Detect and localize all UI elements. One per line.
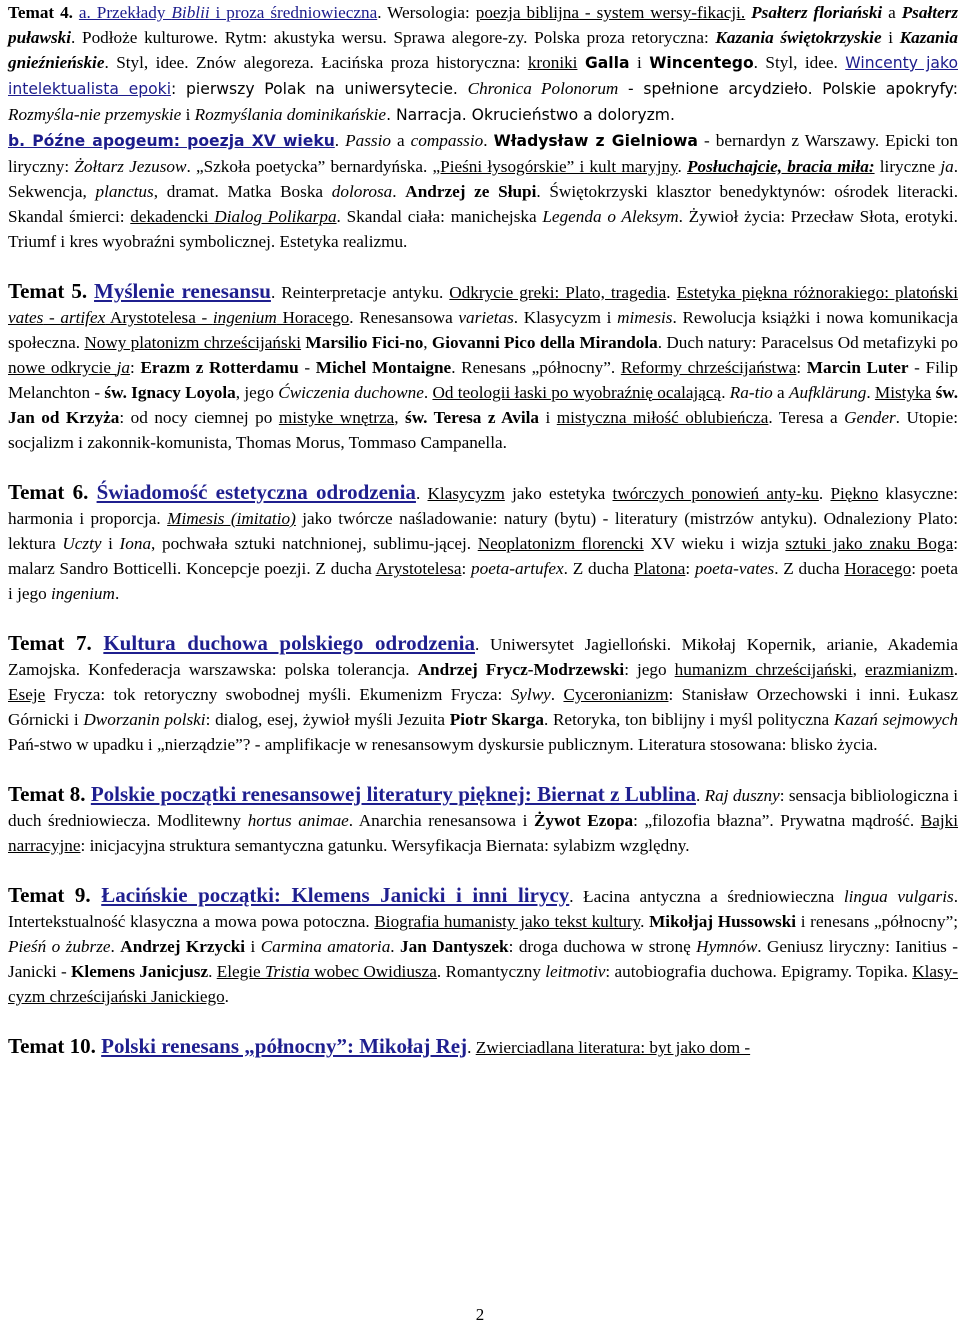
link-klasycyzm[interactable]: Klasycyzm: [427, 484, 505, 503]
link-reformy[interactable]: Reformy chrześcijaństwa: [620, 358, 797, 377]
link-od-teologii-laski[interactable]: Od teologii łaski po wyobraźnię ocalającą: [432, 383, 722, 402]
document-page: [8, 0, 958, 1060]
link-bajki-narracyjne[interactable]: Bajki narracyjne: [8, 811, 958, 855]
topic-7-paragraph: Temat 7. Kultura duchowa polskiego odrodzenia. Uniwersytet Jagielloński. Mikołaj Kopernik, arianie, Akademia Zamojska. Konfederacja warszawska: polska tolerancja. Andrzej Frycz-Modrzewski: jego humanizm chrześcijański, erazmianizm. Eseje Frycza: tok retoryczny swobodnej myśli. Ekumenizm Frycza: Sylwy. Cyceronianizm: Stanisław Orzechowski i inni. Łukasz Górnicki i Dworzanin polski: dialog, esej, żywioł myśli Jezuita Piotr Skarga. Retoryka, ton biblijny i myśl polityczna Kazań sejmowych Pań-stwo w upadku i „nierządzie”? - amplifikacje w renesansowym dyskursie publicznym. Literatura stosowana: blisko życia.: [8, 631, 959, 754]
topic-10-title-link[interactable]: Polski renesans „północny”: Mikołaj Rej: [101, 1034, 468, 1058]
topic-6-paragraph: Temat 6. Świadomość estetyczna odrodzenia. Klasycyzm jako estetyka twórczych ponowień anty-ku. Piękno klasyczne: harmonia i proporcja. Mimesis (imitatio) jako twórcze naśladowanie: natury (bytu) - literatury (mistrzów antyku). Odnaleziony Plato: lektura Uczty i Iona, pochwała sztuki natchnionej, sublimu-jącej. Neoplatonizm florencki XV wieku i wizja sztuki jako znaku Boga: malarz Sandro Botticelli. Koncepcje poezji. Z ducha Arystotelesa: poeta-artufex. Z ducha Platona: poeta-vates. Z ducha Horacego: poeta i jego ingenium.: [8, 480, 959, 603]
topic-7-title-link[interactable]: Kultura duchowa polskiego odrodzenia: [103, 631, 475, 655]
link-sztuki-jako-znaku[interactable]: sztuki jako znaku Boga: [785, 534, 954, 553]
link-arystotelesa[interactable]: Arystotelesa: [375, 559, 462, 578]
topic-7-heading: Temat 7.: [8, 631, 104, 655]
topic-4-title-link[interactable]: a. Przekłady Biblii i proza średniowieczna: [78, 3, 378, 22]
topic-6-heading: Temat 6.: [8, 480, 97, 504]
topic-6-title-link[interactable]: Świadomość estetyczna odrodzenia: [96, 480, 416, 504]
link-nowy-platonizm[interactable]: Nowy platonizm chrześcijański: [84, 333, 302, 352]
link-dialog-polikarpa[interactable]: dekadencki Dialog Polikarpa: [130, 207, 337, 226]
link-piesni-lysogorskie[interactable]: „Pieśni łysogórskie” i kult maryjny: [432, 157, 678, 176]
link-mistyka[interactable]: Mistyka: [874, 383, 932, 402]
link-wincenty[interactable]: Wincenty jako intelektualista epoki: [8, 54, 958, 98]
link-mimesis[interactable]: Mimesis (imitatio): [167, 509, 296, 528]
link-humanizm[interactable]: humanizm chrześcijański: [674, 660, 853, 679]
link-estetyka-piekna[interactable]: Estetyka piękna różnorakiego: platoński vates - artifex Arystotelesa - ingenium Horacego: [8, 283, 958, 327]
topic-4-paragraph: Temat 4. a. Przekłady Biblii i proza średniowieczna. Wersologia: poezja biblijna - system wersy-fikacji. Psałterz floriański a Psałterz puławski. Podłoże kulturowe. Rytm: akustyka wersu. Sprawa alegore-zy. Polska proza retoryczna: Kazania świętokrzyskie i Kazania gnieźnieńskie. Styl, idee. Znów alegoreza. Łacińska proza historyczna: kroniki Galla i Wincentego. Styl, idee. Wincenty jako intelektualista epoki: pierwszy Polak na uniwersytecie. Chronica Polonorum - spełnione arcydzieło. Polskie apokryfy: Rozmyśla-nie przemyskie i Rozmyślania dominikańskie. Narracja. Okrucieństwo a doloryzm.: [8, 3, 959, 124]
topic-4b-paragraph: b. Późne apogeum: poezja XV wieku. Passio a compassio. Władysław z Gielniowa - bernardyn z Warszawy. Epicki ton liryczny: Żołtarz Jezusow. „Szkoła poetycka” bernardyńska. „Pieśni łysogórskie” i kult maryjny. Posłuchajcie, bracia miła: liryczne ja. Sekwencja, planctus, dramat. Matka Boska dolorosa. Andrzej ze Słupi. Świętokrzyski klasztor benedyktynów: ośrodek literacki. Skandal śmierci: dekadencki Dialog Polikarpa. Skandal ciała: manichejska Legenda o Aleksym. Żywioł życia: Przecław Słota, erotyki. Triumf i kres wyobraźni symbolicznej. Estetyka realizmu.: [8, 131, 958, 251]
link-mistyczna-milosc[interactable]: mistyczna miłość oblubieńcza: [556, 408, 769, 427]
topic-4b-title-link[interactable]: b. Późne apogeum: poezja XV wieku: [8, 132, 335, 150]
link-tworczych-ponowien[interactable]: twórczych ponowień anty-ku: [612, 484, 819, 503]
link-elegie-tristia[interactable]: Elegie Tristia wobec Owidiusza: [216, 962, 437, 981]
topic-9-title-link[interactable]: Łacińskie początki: Klemens Janicki i inni lirycy: [101, 883, 570, 907]
link-posluchajcie[interactable]: Posłuchajcie, bracia miła:: [687, 157, 875, 176]
topic-8-title-link[interactable]: Polskie początki renesansowej literatury pięknej: Biernat z Lublina: [90, 782, 696, 806]
link-erazmianizm[interactable]: erazmianizm: [864, 660, 954, 679]
link-mistyke-wnetrza[interactable]: mistyke wnętrza: [278, 408, 395, 427]
link-horacego[interactable]: Horacego: [844, 559, 912, 578]
topic-4-heading: Temat 4.: [8, 3, 79, 22]
topic-5-heading: Temat 5.: [8, 279, 95, 303]
topic-5-paragraph: Temat 5. Myślenie renesansu. Reinterpretacje antyku. Odkrycie greki: Plato, tragedia. Estetyka piękna różnorakiego: platoński vates - artifex Arystotelesa - ingenium Horacego. Renesansowa varietas. Klasycyzm i mimesis. Rewolucja książki i nowa komunikacja społeczna. Nowy platonizm chrześcijański Marsilio Fici-no, Giovanni Pico della Mirandola. Duch natury: Paracelsus Od metafizyki po nowe odkrycie ja: Erazm z Rotterdamu - Michel Montaigne. Renesans „północny”. Reformy chrześcijaństwa: Marcin Luter - Filip Melanchton - św. Ignacy Loyola, jego Ćwiczenia duchowne. Od teologii łaski po wyobraźnię ocalającą. Ra-tio a Aufklärung. Mistyka św. Jan od Krzyża: od nocy ciemnej po mistyke wnętrza, św. Teresa z Avila i mistyczna miłość oblubieńcza. Teresa a Gender. Utopie: socjalizm i zakonnik-komunista, Thomas Morus, Tommaso Campanella.: [8, 279, 959, 452]
topic-5-title-link[interactable]: Myślenie renesansu: [94, 279, 271, 303]
link-eseje[interactable]: Eseje: [8, 685, 46, 704]
link-zwierciadlana-literatura[interactable]: Zwierciadlana literatura: byt jako dom -: [475, 1038, 751, 1057]
link-klasycyzm-chrzescijanski[interactable]: Klasy-cyzm chrześcijański Janickiego: [8, 962, 959, 1006]
link-biografia-humanisty[interactable]: Biografia humanisty jako tekst kultury: [374, 912, 641, 931]
topic-9-paragraph: Temat 9. Łacińskie początki: Klemens Janicki i inni lirycy. Łacina antyczna a średniowieczna lingua vulgaris. Intertekstualność klasyczna a mowa powa potoczna. Biografia humanisty jako tekst kultury. Mikołjaj Hussowski i renesans „północny”; Pieśń o żubrze. Andrzej Krzycki i Carmina amatoria. Jan Dantyszek: droga duchowa w stronę Hymnów. Geniusz liryczny: Ianitius - Janicki - Klemens Janicjusz. Elegie Tristia wobec Owidiusza. Romantyczny leitmotiv: autobiografia duchowa. Epigramy. Topika. Klasy-cyzm chrześcijański Janickiego.: [8, 883, 959, 1006]
link-platona[interactable]: Platona: [633, 559, 686, 578]
link-neoplatonizm[interactable]: Neoplatonizm florencki: [477, 534, 644, 553]
link-odkrycie-greki[interactable]: Odkrycie greki: Plato, tragedia: [449, 283, 667, 302]
link-nowe-odkrycie-ja[interactable]: nowe odkrycie ja: [8, 358, 131, 377]
link-piekno[interactable]: Piękno: [830, 484, 879, 503]
link-cyceronianizm[interactable]: Cyceronianizm: [563, 685, 669, 704]
page-number: 2: [475, 1305, 485, 1324]
topic-8-paragraph: Temat 8. Polskie początki renesansowej literatury pięknej: Biernat z Lublina. Raj duszny: sensacja bibliologiczna i duch średniowiecza. Modlitewny hortus animae. Anarchia renesansowa i Żywot Ezopa: „filozofia błazna”. Prywatna mądrość. Bajki narracyjne: inicjacyjna struktura semantyczna gatunku. Wersyfikacja Biernata: sylabizm względny.: [8, 782, 959, 855]
topic-8-heading: Temat 8.: [8, 782, 91, 806]
link-kroniki[interactable]: kroniki: [527, 53, 578, 72]
topic-10-heading: Temat 10.: [8, 1034, 102, 1058]
topic-10-paragraph: Temat 10. Polski renesans „północny”: Mikołaj Rej. Zwierciadlana literatura: byt jako dom -: [8, 1034, 751, 1058]
topic-9-heading: Temat 9.: [8, 883, 102, 907]
link-poezja-biblijna[interactable]: poezja biblijna - system wersy-fikacji.: [475, 3, 746, 22]
